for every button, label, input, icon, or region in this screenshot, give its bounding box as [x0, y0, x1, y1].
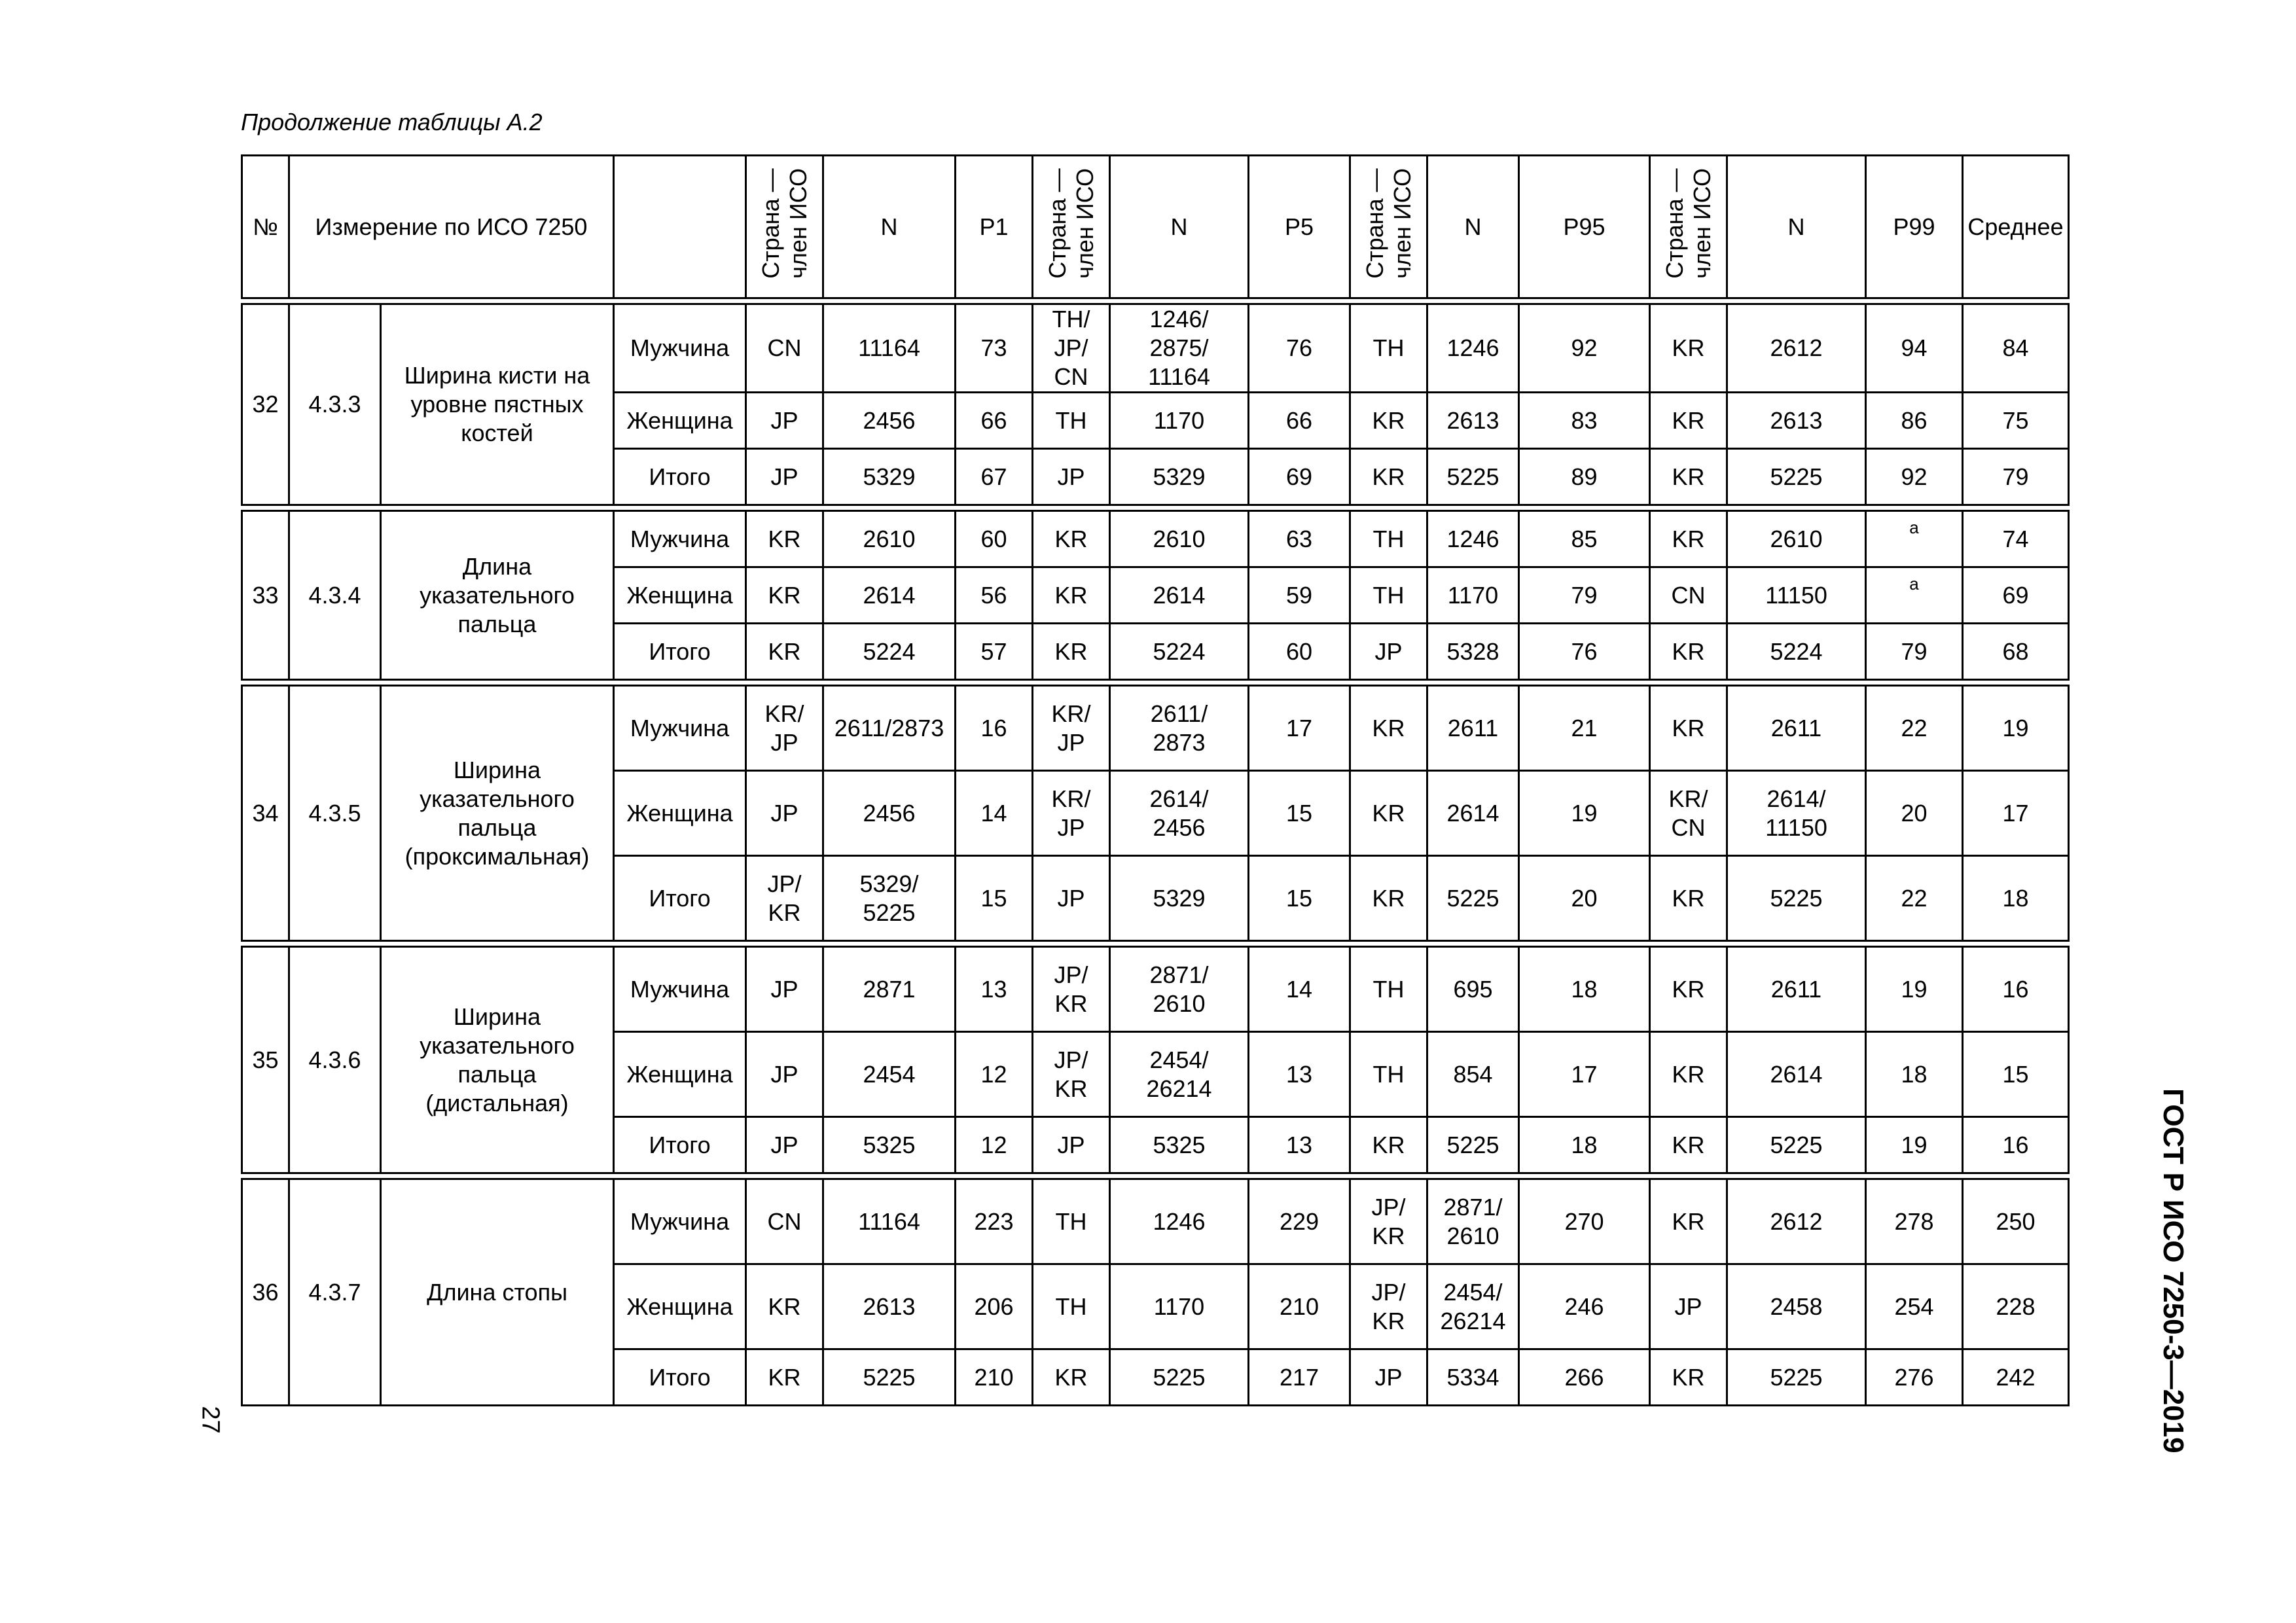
cell-n1: 11164: [823, 1179, 956, 1264]
cell-n2: 1170: [1110, 393, 1249, 449]
cell-n4: 2614: [1727, 1032, 1866, 1117]
cell-c2: KR: [1033, 511, 1110, 567]
cell-n3: 2871/ 2610: [1427, 1179, 1519, 1264]
cell-p95: 17: [1519, 1032, 1650, 1117]
cell-n4: 2610: [1727, 511, 1866, 567]
separator-cell: [242, 1173, 2069, 1179]
cell-p95: 18: [1519, 947, 1650, 1032]
group-separator: [242, 298, 2069, 304]
cell-p95: 21: [1519, 686, 1650, 771]
cell-p1: 12: [956, 1117, 1033, 1173]
cell-p95: 18: [1519, 1117, 1650, 1173]
cell-sex: Женщина: [614, 393, 746, 449]
cell-p95: 85: [1519, 511, 1650, 567]
cell-n2: 1246: [1110, 1179, 1249, 1264]
cell-iso-code: 4.3.4: [289, 511, 381, 680]
cell-p5: 15: [1249, 771, 1350, 856]
table-row: [242, 511, 2069, 567]
cell-c4: KR: [1650, 511, 1727, 567]
cell-p99: 22: [1866, 686, 1963, 771]
cell-n1: 5329: [823, 449, 956, 505]
cell-c2: KR: [1033, 624, 1110, 680]
cell-c3: KR: [1350, 686, 1427, 771]
cell-sex: Мужчина: [614, 304, 746, 393]
cell-p1: 12: [956, 1032, 1033, 1117]
cell-c1: JP: [746, 771, 823, 856]
cell-number: 35: [242, 947, 289, 1173]
cell-n1: 11164: [823, 304, 956, 393]
cell-p5: 66: [1249, 393, 1350, 449]
cell-n1: 2614: [823, 567, 956, 624]
cell-n2: 2871/ 2610: [1110, 947, 1249, 1032]
separator-cell: [242, 680, 2069, 686]
cell-c3: KR: [1350, 856, 1427, 941]
cell-p1: 56: [956, 567, 1033, 624]
cell-n1: 5224: [823, 624, 956, 680]
cell-n1: 5225: [823, 1349, 956, 1406]
cell-c1: KR: [746, 511, 823, 567]
cell-n1: 2613: [823, 1264, 956, 1349]
page-number: 27: [196, 1406, 224, 1434]
cell-measurement-name: Ширина указательного пальца (дистальная): [381, 947, 614, 1173]
cell-n4: 5224: [1727, 624, 1866, 680]
cell-n4: 2612: [1727, 304, 1866, 393]
cell-c4: KR: [1650, 1032, 1727, 1117]
cell-p5: 229: [1249, 1179, 1350, 1264]
cell-c1: CN: [746, 1179, 823, 1264]
header-p1: P1: [956, 156, 1033, 298]
footnote-mark: a: [1909, 573, 1919, 594]
cell-mean: 84: [1963, 304, 2069, 393]
cell-measurement-name: Длина указательного пальца: [381, 511, 614, 680]
cell-c2: KR/ JP: [1033, 771, 1110, 856]
cell-n1: 2610: [823, 511, 956, 567]
cell-p95: 270: [1519, 1179, 1650, 1264]
cell-p5: 13: [1249, 1117, 1350, 1173]
cell-n2: 5329: [1110, 449, 1249, 505]
header-n-2: N: [1110, 156, 1249, 298]
cell-n4: 2611: [1727, 947, 1866, 1032]
cell-c2: TH: [1033, 1264, 1110, 1349]
header-sex: [614, 156, 746, 298]
cell-c1: KR: [746, 1264, 823, 1349]
cell-p1: 66: [956, 393, 1033, 449]
cell-mean: 75: [1963, 393, 2069, 449]
cell-c1: JP/ KR: [746, 856, 823, 941]
cell-p99: 254: [1866, 1264, 1963, 1349]
cell-sex: Женщина: [614, 1032, 746, 1117]
cell-p1: 206: [956, 1264, 1033, 1349]
cell-n3: 2611: [1427, 686, 1519, 771]
cell-n1: 2456: [823, 771, 956, 856]
cell-sex: Женщина: [614, 771, 746, 856]
cell-c2: JP: [1033, 1117, 1110, 1173]
cell-n2: 2611/ 2873: [1110, 686, 1249, 771]
cell-mean: 68: [1963, 624, 2069, 680]
cell-p99: 22: [1866, 856, 1963, 941]
cell-p99: 19: [1866, 947, 1963, 1032]
cell-c1: JP: [746, 449, 823, 505]
cell-p99: 86: [1866, 393, 1963, 449]
cell-n3: 5334: [1427, 1349, 1519, 1406]
cell-c4: KR: [1650, 304, 1727, 393]
cell-c3: JP: [1350, 624, 1427, 680]
header-country-2: Страна — член ИСО: [1033, 156, 1110, 298]
header-country-3: Страна — член ИСО: [1350, 156, 1427, 298]
cell-p99: 79: [1866, 624, 1963, 680]
cell-measurement-name: Длина стопы: [381, 1179, 614, 1406]
cell-n1: 2871: [823, 947, 956, 1032]
cell-c3: JP/ KR: [1350, 1264, 1427, 1349]
cell-c2: JP/ KR: [1033, 1032, 1110, 1117]
cell-p99: 19: [1866, 1117, 1963, 1173]
cell-n4: 5225: [1727, 1349, 1866, 1406]
cell-c3: KR: [1350, 449, 1427, 505]
cell-n3: 2613: [1427, 393, 1519, 449]
cell-sex: Мужчина: [614, 947, 746, 1032]
cell-n1: 2611/2873: [823, 686, 956, 771]
cell-n3: 2614: [1427, 771, 1519, 856]
separator-cell: [242, 941, 2069, 947]
header-n-1: N: [823, 156, 956, 298]
cell-c2: JP: [1033, 856, 1110, 941]
cell-c2: TH: [1033, 1179, 1110, 1264]
cell-c3: TH: [1350, 947, 1427, 1032]
cell-sex: Женщина: [614, 567, 746, 624]
cell-n2: 2610: [1110, 511, 1249, 567]
cell-measurement-name: Ширина указательного пальца (проксимальная): [381, 686, 614, 941]
cell-n3: 5328: [1427, 624, 1519, 680]
cell-c4: KR: [1650, 449, 1727, 505]
cell-sex: Итого: [614, 624, 746, 680]
cell-p1: 16: [956, 686, 1033, 771]
cell-c1: JP: [746, 1032, 823, 1117]
cell-p99: 94: [1866, 304, 1963, 393]
cell-p5: 15: [1249, 856, 1350, 941]
cell-p1: 57: [956, 624, 1033, 680]
cell-sex: Мужчина: [614, 686, 746, 771]
cell-c3: KR: [1350, 771, 1427, 856]
cell-c4: KR: [1650, 624, 1727, 680]
cell-n4: 5225: [1727, 449, 1866, 505]
cell-p5: 59: [1249, 567, 1350, 624]
cell-sex: Мужчина: [614, 1179, 746, 1264]
cell-p1: 67: [956, 449, 1033, 505]
cell-p5: 69: [1249, 449, 1350, 505]
cell-mean: 19: [1963, 686, 2069, 771]
cell-number: 33: [242, 511, 289, 680]
header-p99: P99: [1866, 156, 1963, 298]
cell-sex: Итого: [614, 856, 746, 941]
group-separator: [242, 505, 2069, 511]
cell-c1: JP: [746, 947, 823, 1032]
cell-iso-code: 4.3.7: [289, 1179, 381, 1406]
table-row: [242, 1179, 2069, 1264]
cell-number: 36: [242, 1179, 289, 1406]
cell-n2: 1170: [1110, 1264, 1249, 1349]
header-measurement: Измерение по ИСО 7250: [289, 156, 614, 298]
cell-p99: [1866, 511, 1963, 567]
cell-c2: JP/ KR: [1033, 947, 1110, 1032]
cell-p5: 210: [1249, 1264, 1350, 1349]
cell-p99: 18: [1866, 1032, 1963, 1117]
cell-n4: 2458: [1727, 1264, 1866, 1349]
cell-c2: JP: [1033, 449, 1110, 505]
cell-mean: 16: [1963, 1117, 2069, 1173]
cell-n3: 1246: [1427, 511, 1519, 567]
cell-p1: 14: [956, 771, 1033, 856]
cell-p95: 246: [1519, 1264, 1650, 1349]
cell-p95: 76: [1519, 624, 1650, 680]
cell-n1: 5329/ 5225: [823, 856, 956, 941]
cell-n2: 5224: [1110, 624, 1249, 680]
cell-c3: KR: [1350, 393, 1427, 449]
cell-mean: 16: [1963, 947, 2069, 1032]
cell-n4: 2613: [1727, 393, 1866, 449]
cell-mean: 17: [1963, 771, 2069, 856]
cell-c1: JP: [746, 1117, 823, 1173]
cell-c3: JP/ KR: [1350, 1179, 1427, 1264]
cell-c4: CN: [1650, 567, 1727, 624]
cell-sex: Итого: [614, 449, 746, 505]
cell-p5: 217: [1249, 1349, 1350, 1406]
cell-mean: 228: [1963, 1264, 2069, 1349]
cell-p5: 76: [1249, 304, 1350, 393]
cell-c4: KR: [1650, 1349, 1727, 1406]
table-row: [242, 686, 2069, 771]
cell-sex: Итого: [614, 1117, 746, 1173]
cell-p5: 14: [1249, 947, 1350, 1032]
cell-mean: 250: [1963, 1179, 2069, 1264]
cell-p1: 13: [956, 947, 1033, 1032]
header-n-4: N: [1727, 156, 1866, 298]
cell-p1: 15: [956, 856, 1033, 941]
cell-p95: 89: [1519, 449, 1650, 505]
cell-p95: 19: [1519, 771, 1650, 856]
cell-n3: 5225: [1427, 856, 1519, 941]
cell-measurement-name: Ширина кисти на уровне пястных костей: [381, 304, 614, 505]
cell-p1: 223: [956, 1179, 1033, 1264]
cell-number: 34: [242, 686, 289, 941]
cell-c4: KR: [1650, 856, 1727, 941]
cell-p5: 13: [1249, 1032, 1350, 1117]
group-separator: [242, 1173, 2069, 1179]
cell-n3: 5225: [1427, 449, 1519, 505]
cell-p5: 17: [1249, 686, 1350, 771]
cell-p99: 92: [1866, 449, 1963, 505]
cell-c4: KR: [1650, 947, 1727, 1032]
standard-designation: ГОСТ Р ИСО 7250-3—2019: [2157, 1088, 2189, 1454]
header-no: №: [242, 156, 289, 298]
cell-c1: KR: [746, 624, 823, 680]
cell-n1: 2454: [823, 1032, 956, 1117]
group-separator: [242, 941, 2069, 947]
cell-c4: KR: [1650, 1179, 1727, 1264]
cell-n3: 695: [1427, 947, 1519, 1032]
cell-mean: 74: [1963, 511, 2069, 567]
cell-n4: 5225: [1727, 856, 1866, 941]
cell-c1: JP: [746, 393, 823, 449]
cell-n1: 2456: [823, 393, 956, 449]
cell-c3: TH: [1350, 304, 1427, 393]
cell-n3: 2454/ 26214: [1427, 1264, 1519, 1349]
cell-mean: 79: [1963, 449, 2069, 505]
cell-n2: 2614: [1110, 567, 1249, 624]
cell-c2: TH/ JP/ CN: [1033, 304, 1110, 393]
cell-n2: 5325: [1110, 1117, 1249, 1173]
cell-n3: 5225: [1427, 1117, 1519, 1173]
cell-c3: KR: [1350, 1117, 1427, 1173]
cell-mean: 18: [1963, 856, 2069, 941]
cell-p1: 210: [956, 1349, 1033, 1406]
cell-n4: 5225: [1727, 1117, 1866, 1173]
cell-sex: Итого: [614, 1349, 746, 1406]
table-header: [242, 156, 2069, 298]
cell-c3: TH: [1350, 511, 1427, 567]
cell-c1: KR: [746, 1349, 823, 1406]
cell-n3: 854: [1427, 1032, 1519, 1117]
cell-c4: KR: [1650, 1117, 1727, 1173]
cell-c2: KR/ JP: [1033, 686, 1110, 771]
cell-c3: TH: [1350, 1032, 1427, 1117]
cell-p95: 79: [1519, 567, 1650, 624]
cell-p95: 20: [1519, 856, 1650, 941]
cell-c2: KR: [1033, 1349, 1110, 1406]
cell-n2: 1246/ 2875/ 11164: [1110, 304, 1249, 393]
cell-c3: TH: [1350, 567, 1427, 624]
cell-iso-code: 4.3.6: [289, 947, 381, 1173]
group-separator: [242, 680, 2069, 686]
cell-mean: 69: [1963, 567, 2069, 624]
cell-c2: TH: [1033, 393, 1110, 449]
table-row: [242, 947, 2069, 1032]
cell-mean: 15: [1963, 1032, 2069, 1117]
cell-mean: 242: [1963, 1349, 2069, 1406]
header-country-1: Страна — член ИСО: [746, 156, 823, 298]
cell-p5: 63: [1249, 511, 1350, 567]
cell-c1: KR/ JP: [746, 686, 823, 771]
header-p5: P5: [1249, 156, 1350, 298]
cell-n4: 2612: [1727, 1179, 1866, 1264]
cell-c1: KR: [746, 567, 823, 624]
cell-p99: 278: [1866, 1179, 1963, 1264]
table-row: [242, 304, 2069, 393]
cell-n2: 5225: [1110, 1349, 1249, 1406]
header-p95: P95: [1519, 156, 1650, 298]
cell-n2: 5329: [1110, 856, 1249, 941]
footnote-mark: a: [1909, 517, 1919, 537]
cell-p95: 83: [1519, 393, 1650, 449]
anthropometric-table: [241, 154, 2070, 1406]
separator-cell: [242, 505, 2069, 511]
cell-p99: [1866, 567, 1963, 624]
cell-n2: 2454/ 26214: [1110, 1032, 1249, 1117]
cell-n3: 1246: [1427, 304, 1519, 393]
cell-n4: 2611: [1727, 686, 1866, 771]
cell-sex: Мужчина: [614, 511, 746, 567]
cell-n3: 1170: [1427, 567, 1519, 624]
cell-iso-code: 4.3.3: [289, 304, 381, 505]
cell-p99: 20: [1866, 771, 1963, 856]
cell-n1: 5325: [823, 1117, 956, 1173]
cell-c1: CN: [746, 304, 823, 393]
cell-n4: 11150: [1727, 567, 1866, 624]
cell-c4: KR/ CN: [1650, 771, 1727, 856]
header-n-3: N: [1427, 156, 1519, 298]
cell-iso-code: 4.3.5: [289, 686, 381, 941]
cell-p1: 60: [956, 511, 1033, 567]
cell-p95: 266: [1519, 1349, 1650, 1406]
table-body: [242, 298, 2069, 1406]
cell-c3: JP: [1350, 1349, 1427, 1406]
cell-p5: 60: [1249, 624, 1350, 680]
cell-sex: Женщина: [614, 1264, 746, 1349]
cell-c4: JP: [1650, 1264, 1727, 1349]
cell-p1: 73: [956, 304, 1033, 393]
cell-p99: 276: [1866, 1349, 1963, 1406]
cell-number: 32: [242, 304, 289, 505]
table-caption: Продолжение таблицы А.2: [241, 109, 543, 135]
header-mean: Среднее: [1963, 156, 2069, 298]
cell-p95: 92: [1519, 304, 1650, 393]
cell-c4: KR: [1650, 393, 1727, 449]
header-country-4: Страна — член ИСО: [1650, 156, 1727, 298]
cell-c2: KR: [1033, 567, 1110, 624]
separator-cell: [242, 298, 2069, 304]
cell-n2: 2614/ 2456: [1110, 771, 1249, 856]
cell-c4: KR: [1650, 686, 1727, 771]
cell-n4: 2614/ 11150: [1727, 771, 1866, 856]
